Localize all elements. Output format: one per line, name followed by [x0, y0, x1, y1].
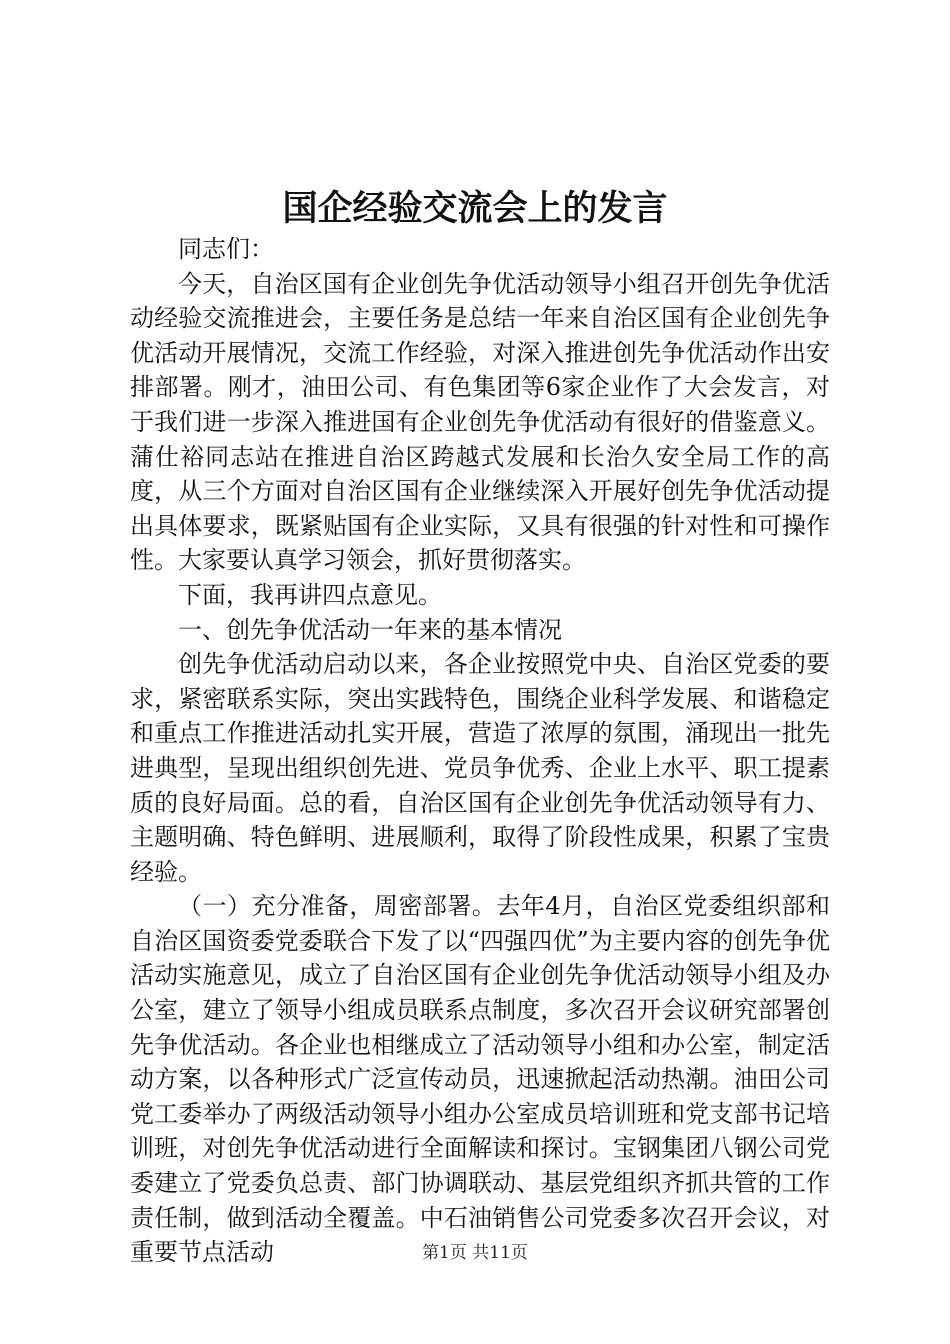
body-paragraph: （一）充分准备，周密部署。去年4月，自治区党委组织部和自治区国资委党委联合下发了以“四强四优”为主要内容的创先争优活动实施意见，成立了自治区国有企业创先争优活动领导小组及办公室，建立了领导小组成员联系点制度，多次召开会议研究部署创先争优活动。各企业也相继成立了活动领导小组和办公室，制定活动方案，以各种形式广泛宣传动员，迅速掀起活动热潮。油田公司党工委举办了两级活动领导小组办公室成员培训班和党支部书记培训班，对创先争优活动进行全面解读和探讨。宝钢集团八钢公司党委建立了党委负总责、部门协调联动、基层党组织齐抓共管的工作责任制，做到活动全覆盖。中石油销售公司党委多次召开会议，对重要节点活动 — [130, 892, 830, 1267]
body-paragraph: 创先争优活动启动以来，各企业按照党中央、自治区党委的要求，紧密联系实际，突出实践特色，围绕企业科学发展、和谐稳定和重点工作推进活动扎实开展，营造了浓厚的氛围，涌现出一批先进典型，呈现出组织创先进、党员争优秀、企业上水平、职工提素质的良好局面。总的看，自治区国有企业创先争优活动领导有力、主题明确、特色鲜明、进展顺利，取得了阶段性成果，积累了宝贵经验。 — [130, 650, 830, 886]
body-paragraph: 下面，我再讲四点意见。 — [178, 580, 442, 609]
document-body — [130, 232, 830, 1270]
section-heading: 一、创先争优活动一年来的基本情况 — [178, 615, 562, 644]
body-paragraph: 今天，自治区国有企业创先争优活动领导小组召开创先争优活动经验交流推进会，主要任务是总结一年来自治区国有企业创先争优活动开展情况，交流工作经验，对深入推进创先争优活动作出安排部署。刚才，油田公司、有色集团等6家企业作了大会发言，对于我们进一步深入推进国有企业创先争优活动有很好的借鉴意义。蒲仕裕同志站在推进自治区跨越式发展和长治久安全局工作的高度，从三个方面对自治区国有企业继续深入开展好创先争优活动提出具体要求，既紧贴国有企业实际，又具有很强的针对性和可操作性。大家要认真学习领会，抓好贯彻落实。 — [130, 269, 830, 575]
salutation-paragraph: 同志们： — [178, 235, 274, 263]
page-indicator: 第1页 共11页 — [422, 1243, 528, 1263]
page-title: 国企经验交流会上的发言 — [282, 188, 668, 229]
